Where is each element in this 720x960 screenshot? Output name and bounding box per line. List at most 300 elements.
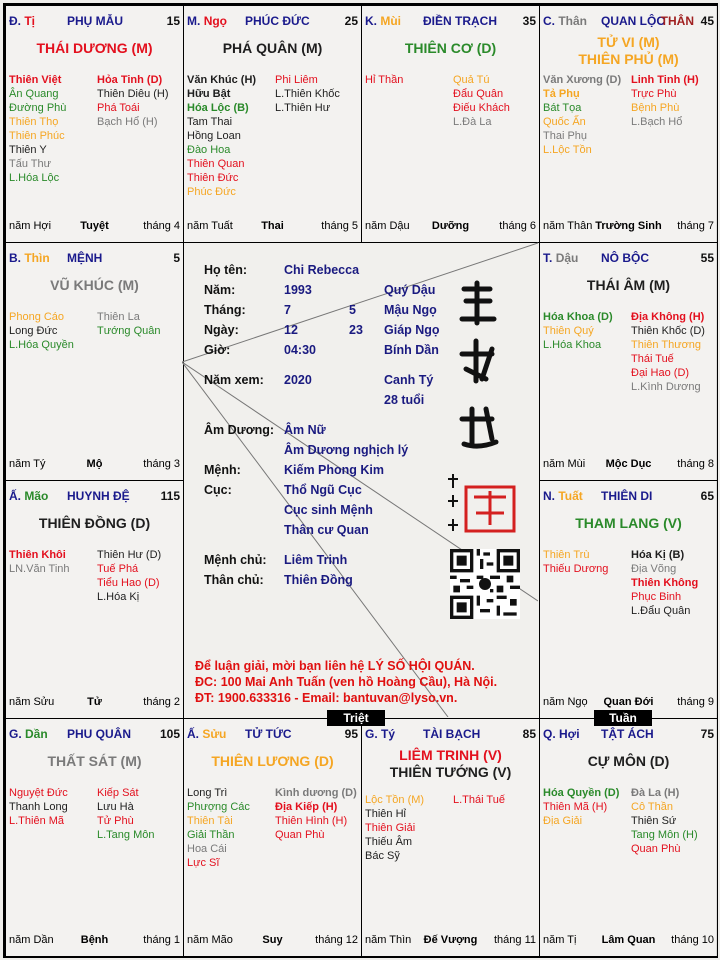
minor-star: Thiếu Âm [365, 836, 413, 848]
contact-line-1: Để luận giải, mời bạn liên hệ LÝ SỐ HỘI QUÁN. [195, 659, 475, 673]
branch-name: Dần [25, 727, 48, 741]
branch-code: N. [543, 489, 555, 503]
month-value: 7 [284, 303, 291, 317]
minor-star: L.Thiên Hư [275, 102, 331, 114]
minor-star: L.Lộc Tồn [543, 144, 592, 156]
minor-star: Thanh Long [9, 801, 68, 813]
decade-age: 65 [700, 489, 714, 503]
palace-branch [187, 727, 226, 741]
year-branch: năm Thìn [365, 934, 412, 946]
month-label: tháng 7 [677, 220, 714, 232]
palace-name: PHU QUÂN [67, 727, 132, 741]
year-branch: năm Tuất [187, 220, 233, 232]
minor-stars-right [631, 73, 699, 129]
life-stage: Bệnh [80, 934, 109, 946]
month-label: tháng 9 [677, 696, 714, 708]
branch-name: Dậu [555, 251, 579, 265]
minor-stars-right [453, 73, 510, 129]
minor-star: L.Bạch Hổ [631, 116, 683, 128]
name-value: Chi Rebecca [284, 263, 360, 277]
minor-star: Thiên Quan [187, 158, 245, 170]
minor-star: Quan Phù [275, 829, 325, 841]
life-stage: Mộc Dục [605, 458, 652, 470]
minor-star: Bát Tọa [543, 102, 582, 114]
minor-star: L.Hóa Khoa [543, 339, 602, 351]
branch-name: Tý [381, 727, 396, 741]
amduong-value: Âm Nữ [284, 423, 326, 437]
menhchu-value: Liêm Trinh [284, 553, 348, 567]
palace-cell[interactable] [361, 718, 540, 957]
decade-age: 5 [173, 251, 180, 265]
minor-star: Đại Hao (D) [631, 367, 690, 379]
contact-phone-email[interactable]: ĐT: 1900.633316 - Email: bantuvan@lyso.vn. [195, 691, 458, 705]
minor-star: Nguyệt Đức [9, 787, 68, 799]
minor-star: Tam Thai [187, 116, 233, 128]
minor-stars-right [453, 793, 505, 807]
palace-header [543, 489, 714, 505]
minor-star: Thiên Hỉ [365, 808, 406, 820]
palace-name: NÔ BỘC [601, 251, 649, 265]
decade-age: 105 [159, 727, 180, 741]
minor-star: Thiên La [97, 311, 140, 323]
palace-header [543, 727, 714, 743]
decade-age: 115 [160, 489, 180, 503]
life-stage: Suy [262, 934, 283, 946]
branch-name: Hợi [559, 727, 580, 741]
view-year-can: Canh Tý [384, 373, 434, 387]
life-stage: Mộ [86, 458, 103, 470]
palace-footer [9, 934, 180, 948]
branch-name: Tị [24, 14, 36, 28]
palace-footer [365, 220, 536, 234]
decade-age: 35 [522, 14, 536, 28]
palace-branch [187, 14, 227, 28]
minor-star: Hoa Cái [187, 843, 227, 855]
minor-stars-left [187, 786, 250, 870]
main-star: PHÁ QUÂN (M) [222, 40, 323, 56]
center-info-panel [182, 241, 538, 717]
minor-star: Lực Sĩ [187, 857, 220, 869]
main-stars [6, 277, 183, 294]
branch-name: Mão [24, 489, 49, 503]
month-label: tháng 11 [493, 934, 536, 946]
palace-footer [187, 220, 358, 234]
palace-name: TÀI BẠCH [423, 727, 481, 741]
minor-star: Thiên Việt [9, 74, 62, 86]
palace-name: HUYNH ĐỆ [67, 489, 130, 503]
branch-code: T. [543, 251, 553, 265]
minor-stars-left [365, 793, 424, 863]
palace-footer [365, 934, 536, 948]
life-stage: Quan Đới [603, 696, 654, 708]
main-stars [362, 40, 539, 57]
minor-stars-left [9, 310, 74, 352]
life-stage: Tuyệt [80, 220, 109, 232]
minor-star: Văn Khúc (H) [187, 74, 257, 86]
palace-footer [9, 220, 180, 234]
palace-footer [9, 458, 180, 472]
branch-code: K. [365, 14, 377, 28]
amduong-label: Âm Dương: [204, 423, 275, 437]
hour-value: 04:30 [284, 343, 316, 357]
age: 28 tuổi [384, 393, 425, 407]
year-branch: năm Thân [543, 220, 593, 232]
day-can: Giáp Ngọ [384, 323, 440, 337]
triet-marker: Triệt [327, 710, 385, 726]
life-stage: Dưỡng [431, 220, 470, 232]
minor-star: L.Thái Tuế [453, 794, 505, 806]
main-star: THIÊN ĐỒNG (D) [38, 515, 151, 531]
minor-star: Thai Phụ [543, 130, 588, 142]
minor-stars-right [631, 548, 698, 618]
year-label: Năm: [204, 283, 236, 297]
minor-star: Long Đức [9, 325, 58, 337]
minor-star: L.Đẩu Quân [631, 605, 691, 617]
minor-stars-right [97, 786, 154, 842]
decade-age: 45 [700, 14, 714, 28]
minor-star: Lưu Hà [97, 801, 134, 813]
palace-cell[interactable] [539, 718, 718, 957]
minor-star: Lộc Tồn (M) [365, 794, 425, 806]
minor-stars-left [543, 73, 621, 157]
palace-cell[interactable] [183, 5, 362, 243]
minor-star: Kiếp Sát [97, 787, 139, 799]
palace-footer [9, 696, 180, 710]
minor-star: Hỏa Tinh (D) [97, 74, 163, 86]
minor-stars-left [9, 548, 70, 576]
main-star: THÁI ÂM (M) [586, 277, 671, 293]
month-can: Mậu Ngọ [384, 303, 437, 317]
minor-stars-right [631, 310, 705, 394]
year-value: 1993 [284, 283, 312, 297]
minor-stars-left [543, 548, 608, 576]
palace-branch [9, 14, 35, 28]
palace-branch [543, 14, 587, 28]
minor-star: L.Kình Dương [631, 381, 701, 393]
month-label: tháng 1 [143, 934, 180, 946]
minor-star: Bạch Hổ (H) [97, 116, 158, 128]
main-star: THIÊN PHỦ (M) [578, 51, 679, 67]
minor-star: Thiên Giải [365, 822, 416, 834]
minor-star: Thiên Khôi [9, 549, 66, 561]
branch-code: Ấ. [9, 489, 21, 503]
minor-star: Tướng Quân [97, 325, 161, 337]
minor-star: Tả Phụ [543, 88, 580, 100]
palace-branch [9, 727, 48, 741]
decade-age: 75 [700, 727, 714, 741]
hour-can: Bính Dần [384, 343, 439, 357]
branch-code: Q. [543, 727, 556, 741]
palace-branch [365, 14, 401, 28]
minor-star: Trực Phù [631, 88, 677, 100]
minor-star: Hóa Khoa (D) [543, 311, 613, 323]
minor-star: Long Trì [187, 787, 228, 799]
minor-star: Địa Không (H) [631, 311, 705, 323]
branch-name: Tuất [558, 489, 583, 503]
minor-star: L.Thiên Mã [9, 815, 65, 827]
main-star: THIÊN CƠ (D) [404, 40, 497, 56]
life-stage: Tử [87, 696, 102, 708]
month-lunar: 5 [349, 303, 356, 317]
minor-star: Thiên Tài [187, 815, 233, 827]
month-label: tháng 2 [143, 696, 180, 708]
month-label: tháng 6 [499, 220, 536, 232]
month-label: tháng 4 [143, 220, 180, 232]
view-year-label: Năm xem: [204, 373, 264, 387]
minor-star: Phượng Các [187, 801, 250, 813]
minor-stars-left [9, 73, 66, 185]
contact-address: ĐC: 100 Mai Anh Tuấn (ven hồ Hoàng Cầu), Hà Nội. [195, 675, 498, 689]
year-branch: năm Ngọ [543, 696, 588, 708]
minor-star: Địa Võng [631, 563, 677, 575]
day-value: 12 [284, 323, 298, 337]
main-star: CỰ MÔN (D) [587, 753, 670, 769]
branch-name: Mùi [380, 14, 402, 28]
minor-stars-right [631, 786, 698, 856]
minor-star: Thiên Diêu (H) [97, 88, 169, 100]
palace-cell[interactable] [539, 242, 718, 481]
palace-branch [9, 489, 48, 503]
tuan-marker: Tuần [594, 710, 652, 726]
minor-star: Đào Hoa [187, 144, 231, 156]
life-stage: Trường Sinh [595, 220, 662, 232]
year-branch: năm Mão [187, 934, 233, 946]
palace-header [187, 727, 358, 743]
year-branch: năm Hợi [9, 220, 52, 232]
branch-code: G. [365, 727, 378, 741]
palace-header [543, 14, 714, 30]
minor-stars-left [187, 73, 256, 199]
minor-star: Thiên Hình (H) [275, 815, 348, 827]
minor-stars-right [97, 73, 169, 129]
year-branch: năm Dậu [365, 220, 410, 232]
minor-star: Văn Xương (D) [543, 74, 622, 86]
palace-branch [365, 727, 395, 741]
minor-star: Kình dương (D) [275, 787, 357, 799]
main-stars [540, 753, 717, 770]
branch-code: C. [543, 14, 555, 28]
main-stars [6, 40, 183, 57]
minor-star: Phá Toái [97, 102, 140, 114]
cuc-label: Cục: [204, 483, 232, 497]
main-star: THÁI DƯƠNG (M) [36, 40, 153, 56]
main-star: THAM LANG (V) [575, 515, 682, 531]
minor-star: Hữu Bật [187, 88, 231, 100]
minor-star: Thiên Thọ [9, 116, 59, 128]
decade-age: 85 [522, 727, 536, 741]
palace-cell[interactable] [539, 480, 718, 719]
palace-header [365, 14, 536, 30]
month-label: tháng 5 [321, 220, 358, 232]
minor-star: Thiên Không [631, 577, 699, 589]
year-branch: năm Dần [9, 934, 54, 946]
cuc-value: Thổ Ngũ Cục [284, 483, 362, 497]
minor-star: Thiên Thương [631, 339, 702, 351]
minor-star: Tuế Phá [97, 563, 139, 575]
main-star: LIÊM TRINH (V) [399, 747, 502, 763]
minor-star: Hóa Kị (B) [631, 549, 685, 561]
minor-star: L.Hóa Kị [97, 591, 140, 603]
minor-star: Thiên Khốc (D) [631, 325, 705, 337]
month-label: tháng 8 [677, 458, 714, 470]
minor-star: L.Tang Môn [97, 829, 155, 841]
life-stage: Đế Vượng [423, 934, 478, 946]
minor-star: LN.Văn Tinh [9, 563, 70, 575]
minor-star: Tiểu Hao (D) [97, 577, 160, 589]
palace-header [543, 251, 714, 267]
branch-code: M. [187, 14, 201, 28]
palace-branch [543, 251, 578, 265]
minor-star: Tang Môn (H) [631, 829, 698, 841]
main-star: THIÊN TƯỚNG (V) [389, 764, 512, 780]
palace-branch [9, 251, 50, 265]
minor-stars-left [543, 786, 619, 828]
minor-stars-left [365, 73, 403, 87]
minor-star: Linh Tinh (H) [631, 74, 699, 86]
minor-star: Thiên Sứ [631, 815, 677, 827]
year-branch: năm Tị [543, 934, 577, 946]
minor-stars-left [9, 786, 68, 828]
minor-stars-right [97, 548, 161, 604]
minor-star: L.Hóa Quyền [9, 339, 74, 351]
minor-star: Thiên Phúc [9, 130, 65, 142]
minor-star: Đà La (H) [631, 787, 680, 799]
day-lunar: 23 [349, 323, 363, 337]
minor-stars-left [543, 310, 613, 352]
main-stars [540, 277, 717, 294]
minor-star: Ân Quang [9, 88, 59, 100]
main-stars [362, 747, 539, 781]
decade-age: 25 [344, 14, 358, 28]
minor-stars-right [275, 786, 357, 842]
minor-star: Phong Cáo [9, 311, 65, 323]
menh-value: Kiếm Phong Kim [284, 463, 385, 477]
palace-header [9, 251, 180, 267]
view-year-value: 2020 [284, 373, 312, 387]
palace-footer [543, 220, 714, 234]
than-position: Thân cư Quan [284, 523, 369, 537]
decade-age: 95 [344, 727, 358, 741]
minor-star: Thiên Trù [543, 549, 590, 561]
palace-cell[interactable] [5, 5, 184, 243]
minor-star: Thiên Hư (D) [97, 549, 162, 561]
life-stage: Lâm Quan [601, 934, 656, 946]
minor-star: Điếu Khách [453, 102, 510, 114]
calligraphy-logo [444, 269, 524, 549]
year-can: Quý Dậu [384, 283, 436, 297]
palace-name: PHÚC ĐỨC [245, 14, 310, 28]
minor-star: Hỉ Thần [365, 74, 404, 86]
life-stage: Thai [261, 220, 284, 232]
menh-label: Mệnh: [204, 463, 241, 477]
main-star: THIÊN LƯƠNG (D) [211, 753, 334, 769]
minor-star: Thiên Mã (H) [543, 801, 608, 813]
palace-cell[interactable] [5, 242, 184, 481]
main-stars [540, 34, 717, 68]
minor-star: Hồng Loan [187, 130, 241, 142]
main-stars [184, 753, 361, 770]
palace-footer [543, 934, 714, 948]
palace-footer [543, 696, 714, 710]
month-label: Tháng: [204, 303, 246, 317]
main-star: TỬ VI (M) [597, 34, 660, 50]
branch-code: Đ. [9, 14, 21, 28]
minor-star: Hóa Quyền (D) [543, 787, 620, 799]
palace-header [9, 727, 180, 743]
hour-label: Giờ: [204, 343, 231, 357]
palace-name: MỆNH [67, 251, 103, 265]
minor-star: Phúc Đức [187, 186, 236, 198]
month-label: tháng 3 [143, 458, 180, 470]
year-branch: năm Tý [9, 458, 46, 470]
minor-star: Cô Thần [631, 801, 673, 813]
amduong-relation: Âm Dương nghịch lý [284, 443, 409, 457]
palace-name: TẬT ÁCH [601, 727, 654, 741]
minor-star: Quốc Ấn [543, 116, 586, 128]
palace-cell[interactable] [5, 718, 184, 957]
main-stars [540, 515, 717, 532]
thanchu-label: Thân chủ: [204, 573, 264, 587]
cuc-relation: Cục sinh Mệnh [284, 503, 373, 517]
minor-star: Quan Phù [631, 843, 681, 855]
main-star: THẤT SÁT (M) [47, 753, 142, 769]
main-stars [6, 753, 183, 770]
decade-age: 15 [166, 14, 180, 28]
palace-cell[interactable] [361, 5, 540, 243]
year-branch: năm Mùi [543, 458, 586, 470]
minor-star: Đường Phù [9, 102, 67, 114]
minor-star: L.Hóa Lộc [9, 172, 60, 184]
minor-star: Thiếu Dương [543, 563, 609, 575]
day-label: Ngày: [204, 323, 239, 337]
palace-header [365, 727, 536, 743]
minor-stars-right [97, 310, 161, 338]
minor-star: Địa Kiếp (H) [275, 801, 338, 813]
palace-name: ĐIỀN TRẠCH [423, 14, 497, 28]
minor-star: Thiên Đức [187, 172, 239, 184]
branch-code: B. [9, 251, 21, 265]
menhchu-label: Mệnh chủ: [204, 553, 267, 567]
branch-code: Ấ. [187, 727, 199, 741]
name-label: Họ tên: [204, 263, 248, 277]
thanchu-value: Thiên Đồng [284, 573, 353, 587]
minor-star: Giải Thần [187, 829, 235, 841]
palace-footer [187, 934, 358, 948]
palace-footer [543, 458, 714, 472]
than-badge: THÂN [660, 14, 694, 28]
minor-star: Phi Liêm [275, 74, 318, 86]
minor-star: L.Thiên Khốc [275, 88, 340, 100]
palace-cell[interactable] [5, 480, 184, 719]
main-stars [184, 40, 361, 57]
branch-name: Ngọ [203, 14, 228, 28]
minor-star: Đẩu Quân [453, 88, 504, 100]
palace-cell[interactable] [183, 718, 362, 957]
minor-star: Bệnh Phù [631, 102, 680, 114]
branch-code: G. [9, 727, 22, 741]
minor-star: Hóa Lộc (B) [187, 102, 249, 114]
minor-star: Bác Sỹ [365, 850, 400, 862]
month-label: tháng 12 [315, 934, 358, 946]
palace-cell[interactable] [539, 5, 718, 243]
palace-header [9, 14, 180, 30]
minor-star: Tấu Thư [9, 158, 52, 170]
minor-star: Thiên Quý [543, 325, 594, 337]
minor-star: Thiên Y [9, 144, 47, 156]
branch-name: Sửu [202, 727, 227, 741]
palace-name: THIÊN DI [601, 489, 653, 503]
qr-code[interactable] [450, 549, 520, 619]
